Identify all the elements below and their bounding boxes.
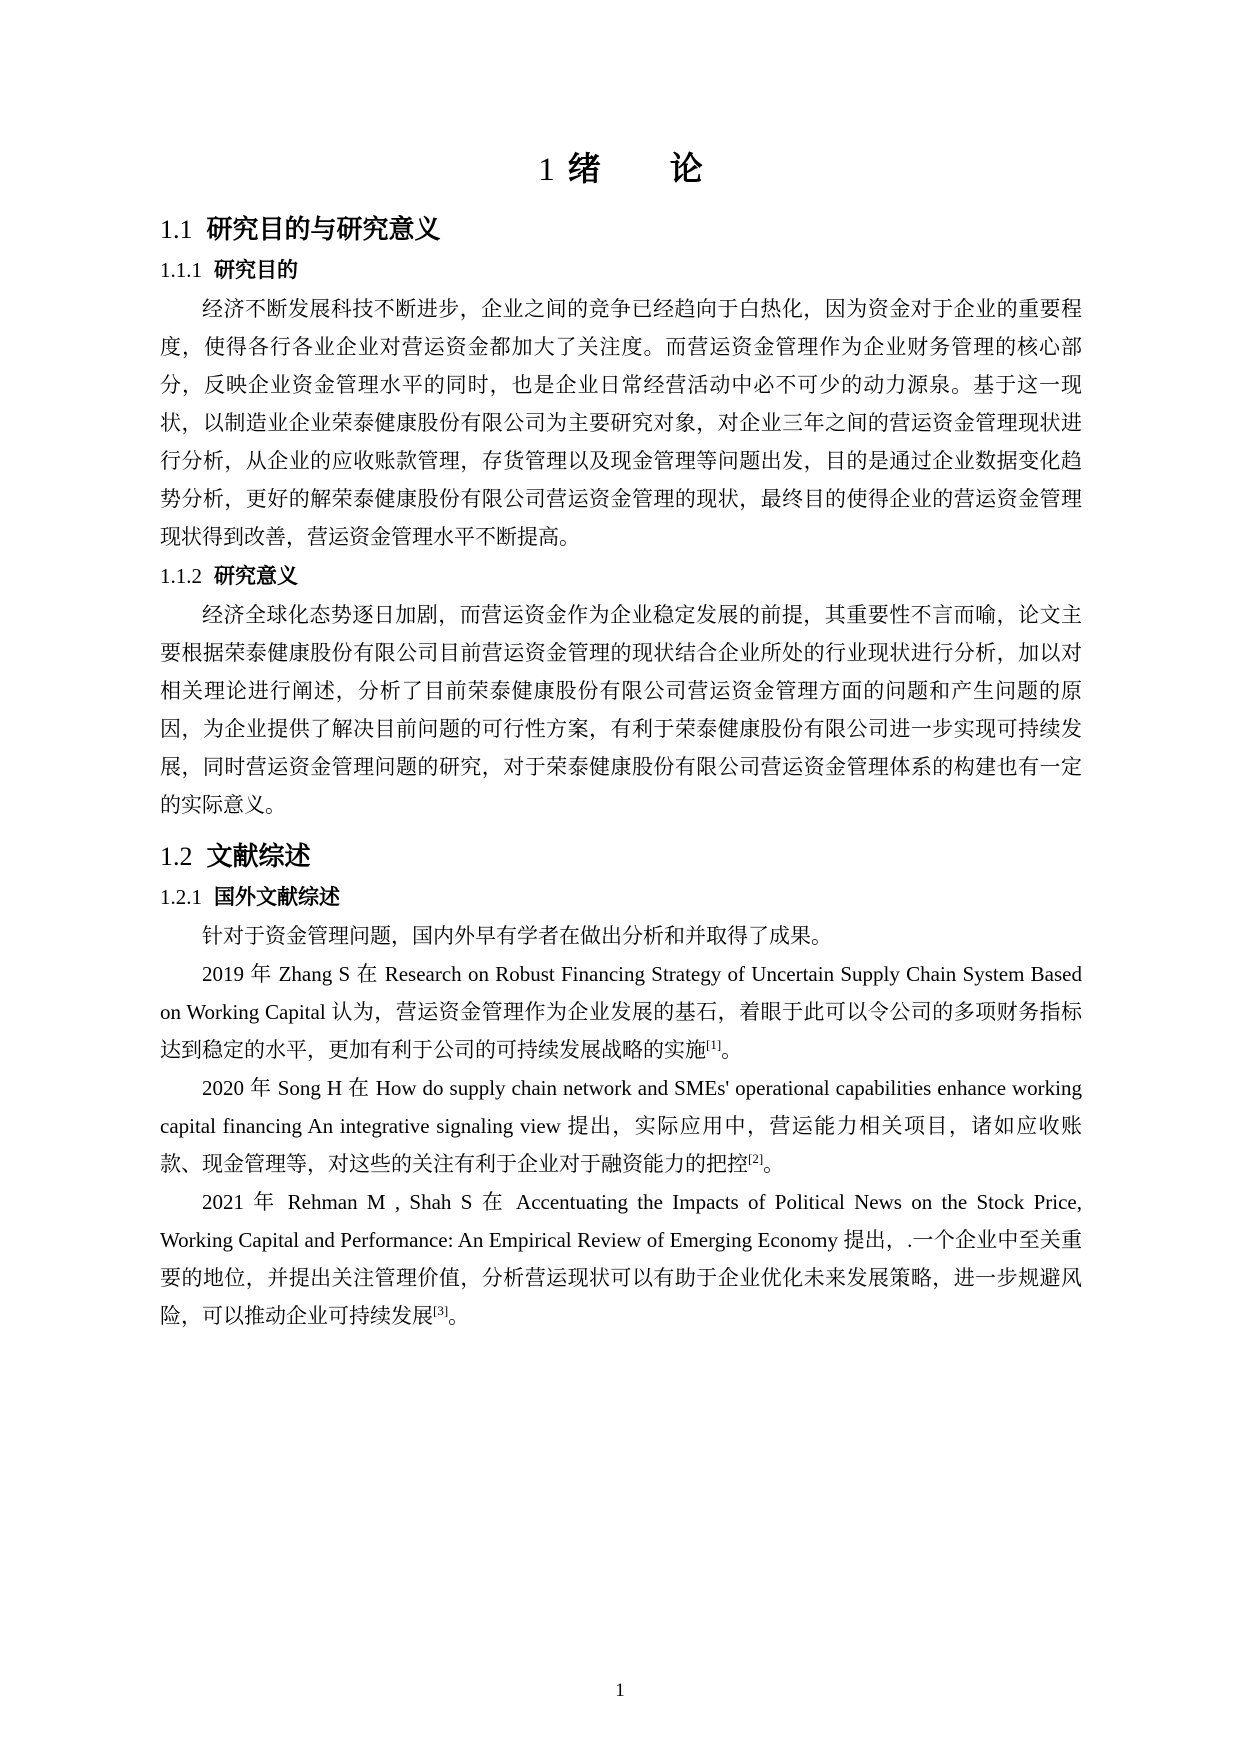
- section-number: 1.2: [160, 842, 193, 871]
- chapter-title-text: 绪 论: [567, 150, 704, 187]
- paragraph-text: 2020 年 Song H 在 How do supply chain network and SMEs' operational capabilities enhance working capital financing An integrative signaling view 提出，实际应用中，营运能力相关项目，诸如应收账款、现金管理等，对这些的关注有利于企业对于融资能力的把控: [160, 1076, 1082, 1176]
- paragraph-text: 。: [721, 1038, 743, 1062]
- section-heading-1-1: [160, 209, 1082, 250]
- subsection-heading-1-1-2: [160, 558, 1082, 595]
- citation-ref-3: [3]: [433, 1303, 449, 1318]
- citation-ref-1: [1]: [706, 1037, 722, 1052]
- subsection-number: 1.1.1: [160, 258, 202, 282]
- chapter-title: [160, 146, 1082, 193]
- paragraph-text: 2019 年 Zhang S 在 Research on Robust Financing Strategy of Uncertain Supply Chain System Based on Working Capital 认为，营运资金管理作为企业发展的基石，着眼于此可以令公司的多项财务指标达到稳定的水平，更加有利于公司的可持续发展战略的实施: [160, 962, 1082, 1062]
- chapter-number: 1: [538, 152, 556, 188]
- paragraph-text: 2021 年 Rehman M , Shah S 在 Accentuating the Impacts of Political News on the Stock Price, Working Capital and Performance: An Empirical Review of Emerging Economy 提出，.一个企业中至关重要的地位，并提出关注管理价值，分析营运现状可以有助于企业优化未来发展策略，进一步规避风险，可以推动企业可持续发展: [160, 1190, 1082, 1328]
- paragraph: 经济全球化态势逐日加剧，而营运资金作为企业稳定发展的前提，其重要性不言而喻，论文主要根据荣泰健康股份有限公司目前营运资金管理的现状结合企业所处的行业现状进行分析，加以对相关理论进行阐述，分析了目前荣泰健康股份有限公司营运资金管理方面的问题和产生问题的原因，为企业提供了解决目前问题的可行性方案，有利于荣泰健康股份有限公司进一步实现可持续发展，同时营运资金管理问题的研究，对于荣泰健康股份有限公司营运资金管理体系的构建也有一定的实际意义。: [160, 603, 1082, 817]
- paragraph: [160, 1069, 1082, 1183]
- subsection-title: 研究目的: [214, 259, 298, 282]
- paragraph-text: 。: [763, 1152, 785, 1176]
- subsection-heading-1-2-1: [160, 879, 1082, 916]
- subsection-heading-1-1-1: [160, 252, 1082, 289]
- paragraph-text: 。: [448, 1304, 470, 1328]
- subsection-title: 国外文献综述: [214, 886, 340, 909]
- section-number: 1.1: [160, 215, 193, 244]
- subsection-number: 1.1.2: [160, 564, 202, 588]
- section-title: 研究目的与研究意义: [206, 214, 441, 244]
- paragraph: [160, 1183, 1082, 1335]
- subsection-number: 1.2.1: [160, 885, 202, 909]
- citation-ref-2: [2]: [748, 1151, 764, 1166]
- subsection-title: 研究意义: [214, 565, 298, 588]
- section-title: 文献综述: [206, 841, 311, 871]
- section-heading-1-2: [160, 836, 1082, 877]
- paragraph: [160, 955, 1082, 1069]
- paragraph: 针对于资金管理问题，国内外早有学者在做出分析和并取得了成果。: [202, 924, 832, 948]
- paragraph: 经济不断发展科技不断进步，企业之间的竞争已经趋向于白热化，因为资金对于企业的重要程度，使得各行各业企业对营运资金都加大了关注度。而营运资金管理作为企业财务管理的核心部分，反映企业资金管理水平的同时，也是企业日常经营活动中必不可少的动力源泉。基于这一现状，以制造业企业荣泰健康股份有限公司为主要研究对象，对企业三年之间的营运资金管理现状进行分析，从企业的应收账款管理，存货管理以及现金管理等问题出发，目的是通过企业数据变化趋势分析，更好的解荣泰健康股份有限公司营运资金管理的现状，最终目的使得企业的营运资金管理现状得到改善，营运资金管理水平不断提高。: [160, 297, 1082, 549]
- page-number: 1: [615, 1680, 625, 1701]
